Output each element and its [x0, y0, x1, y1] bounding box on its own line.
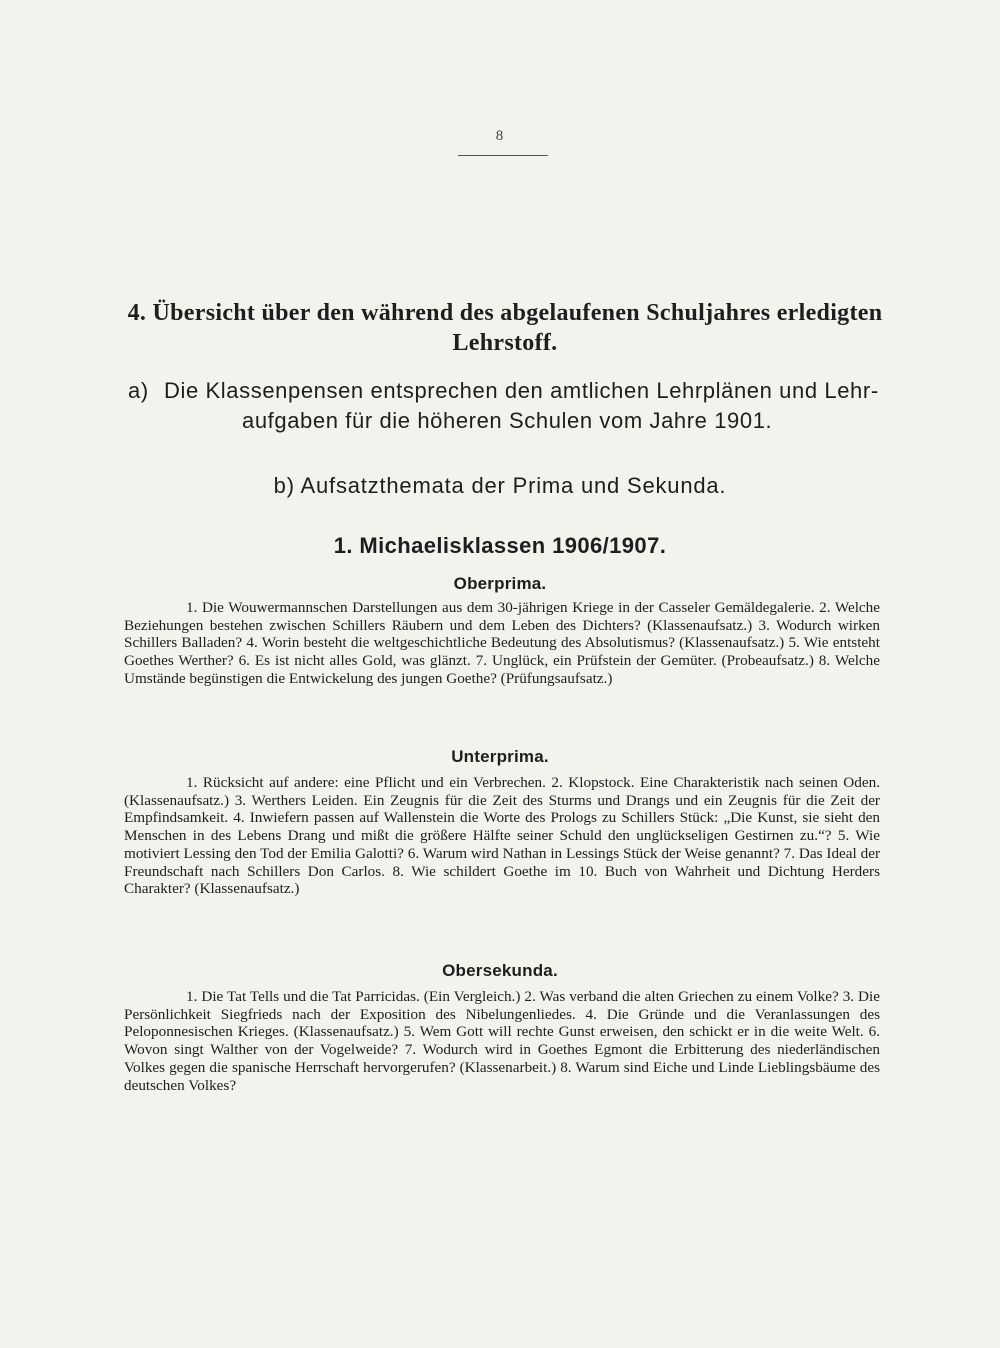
topics-obersekunda: 1. Die Tat Tells und die Tat Parricidas. (Ein Vergleich.) 2. Was verband die alten Griechen zu einem Volke? 3. Die Persönlichkeit Siegfrieds nach der Exposition des Nibelungenliedes. 4. Die Gründe und die Veranlassungen des Peloponnesischen Krieges. (Klassenaufsatz.) 5. Wem Gott will rechte Gunst erweisen, den schickt er in die weite Welt. 6. Wovon singt Walther von der Vogelweide? 7. Wodurch wird in Goethes Egmont die Erbitterung des niederländischen Volkes gegen die spanische Herrschaft hervorgerufen? (Klassenarbeit.) 8. Warum sind Eiche und Linde Lieblingsbäume des deutschen Volkes?	[124, 988, 880, 1094]
section-heading: 4. Übersicht über den während des abgelaufenen Schuljahres erledigten Lehrstoff.	[127, 300, 883, 356]
subsection-a-line1	[128, 376, 888, 406]
page-number: 8	[495, 128, 505, 144]
class-heading-obersekunda: Obersekunda.	[442, 961, 558, 980]
subsection-b-title: b) Aufsatzthemata der Prima und Sekunda.	[273, 473, 727, 498]
class-heading-oberprima: Oberprima.	[453, 574, 547, 593]
subsection-a	[128, 376, 888, 436]
subsection-a-text1: Die Klassenpensen entsprechen den amtlichen Lehrplänen und Lehr-	[164, 378, 879, 403]
subsection-a-line2: aufgaben für die höheren Schulen vom Jahre 1901.	[242, 408, 773, 433]
class-heading-unterprima: Unterprima.	[451, 747, 549, 766]
page-number-rule	[458, 155, 548, 156]
period-heading: 1. Michaelisklassen 1906/1907.	[333, 533, 667, 558]
topics-oberprima: 1. Die Wouwermannschen Darstellungen aus dem 30-jährigen Kriege in der Casseler Gemäldegalerie. 2. Welche Beziehungen bestehen zwischen Schillers Räubern und dem Leben des Dichters? (Klassenaufsatz.) 3. Wodurch wirken Schillers Balladen? 4. Worin besteht die weltgeschichtliche Bedeutung des Absolutismus? (Klassenaufsatz.) 5. Wie entsteht Goethes Werther? 6. Es ist nicht alles Gold, was glänzt. 7. Unglück, ein Prüfstein der Gemüter. (Probeaufsatz.) 8. Welche Umstände begünstigen die Entwickelung des jungen Goethe? (Prüfungsaufsatz.)	[124, 599, 880, 687]
subsection-a-marker: a)	[128, 378, 149, 403]
topics-unterprima: 1. Rücksicht auf andere: eine Pflicht und ein Verbrechen. 2. Klopstock. Eine Charakteristik nach seinen Oden. (Klassenaufsatz.) 3. Werthers Leiden. Ein Zeugnis für die Zeit des Sturms und Drangs und ein Zeugnis für die Zeit der Empfindsamkeit. 4. Inwiefern passen auf Wallenstein die Worte des Prologs zu Schillers Stück: „Die Kunst, sie sieht den Menschen in des Lebens Drang und mißt die größere Hälfte seiner Schuld den unglückseligen Gestirnen zu.“? 5. Wie motiviert Lessing den Tod der Emilia Galotti? 6. Warum wird Nathan in Lessings Stück der Weise genannt? 7. Das Ideal der Freundschaft nach Schillers Don Carlos. 8. Wie schildert Goethe im 10. Buch von Wahrheit und Dichtung Herders Charakter? (Klassenaufsatz.)	[124, 774, 880, 898]
